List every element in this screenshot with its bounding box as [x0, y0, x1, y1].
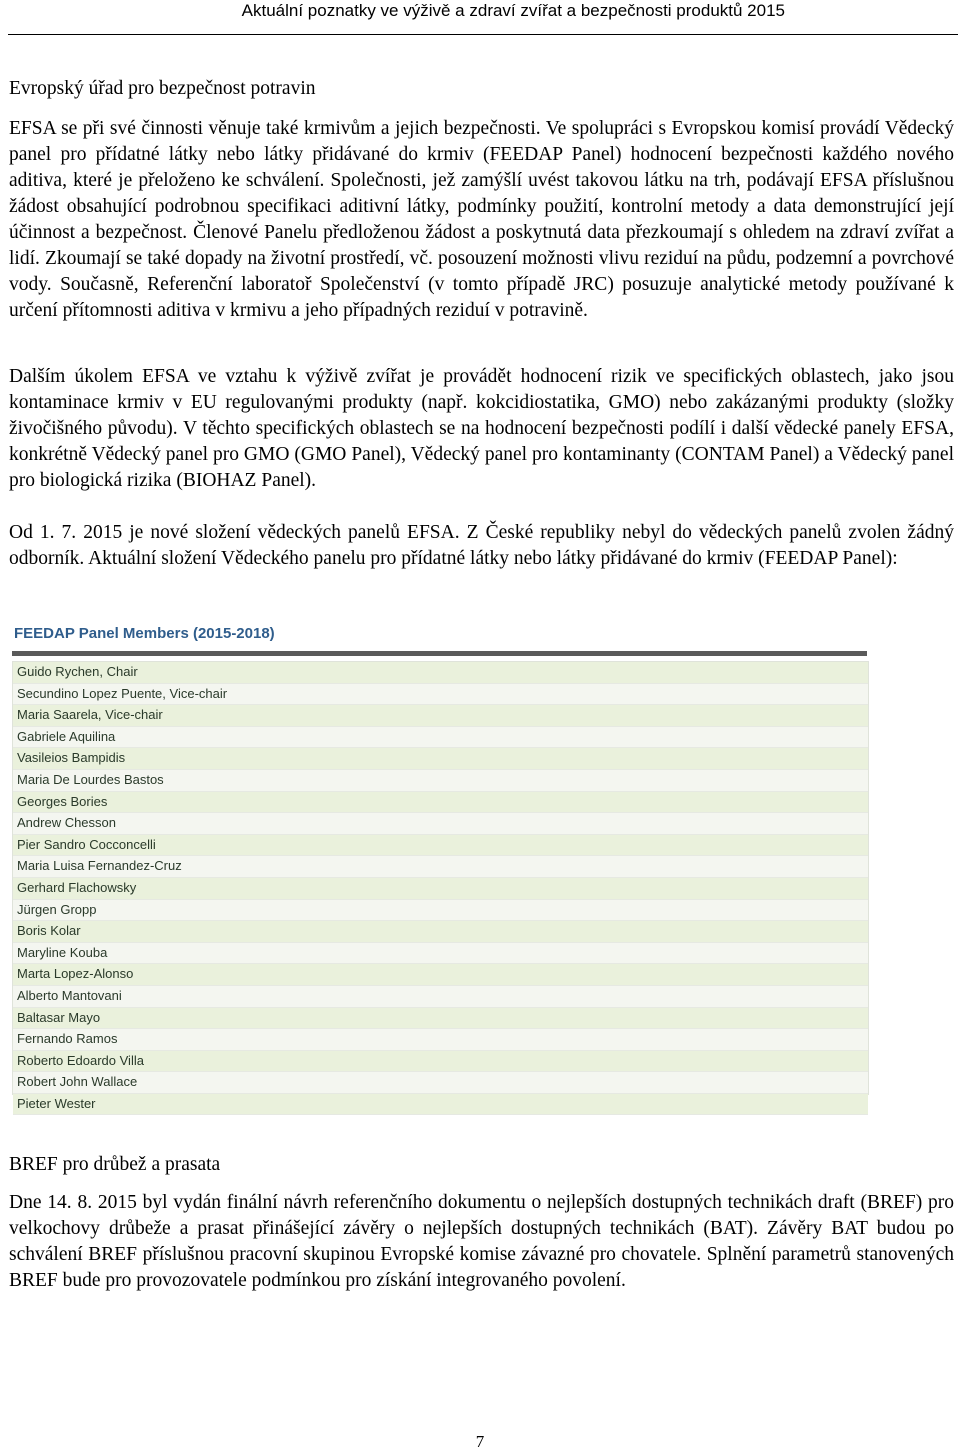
page-number: 7: [475, 1432, 485, 1451]
list-item: Andrew Chesson: [13, 813, 868, 835]
feedap-panel-members: [10, 625, 868, 1111]
list-item: Vasileios Bampidis: [13, 748, 868, 770]
panel-title: FEEDAP Panel Members (2015-2018): [14, 625, 275, 642]
list-item: Roberto Edoardo Villa: [13, 1051, 868, 1073]
list-item: Gabriele Aquilina: [13, 727, 868, 749]
list-item: Maryline Kouba: [13, 943, 868, 965]
list-item: Maria De Lourdes Bastos: [13, 770, 868, 792]
list-item: Pieter Wester: [13, 1094, 868, 1116]
header-divider: [8, 34, 958, 35]
paragraph-efsa-feedap: EFSA se při své činnosti věnuje také krmivům a jejich bezpečnosti. Ve spolupráci s Evropskou komisí provádí Vědecký panel pro přídatné látky nebo látky přidávané do krmiv (FEEDAP Panel) hodnocení bezpečnosti každého nového aditiva, které je přeloženo ke schválení. Společnosti, jež zamýšlí uvést takovou látku na trh, podávají EFSA příslušnou žádost obsahující podrobnou specifikaci aditivní látky, podmínky použití, kontrolní metody a data demonstrující její účinnost a bezpečnost. Členové Panelu předloženou žádost a poskytnutá data přezkoumají s ohledem na zdraví zvířat a lidí. Zkoumají se také dopady na životní prostředí, vč. posouzení možnosti vlivu reziduí na půdu, podzemní a povrchové vody. Současně, Referenční laboratoř Společenství (v tomto případě JRC) posuzuje analytické metody používané k určení přítomnosti aditiva v krmivu a jeho případných reziduí v potravině.: [9, 118, 954, 321]
header-title: Aktuální poznatky ve výživě a zdraví zvířat a bezpečnosti produktů 2015: [241, 1, 785, 20]
list-item: Jürgen Gropp: [13, 900, 868, 922]
paragraph-panel-composition: Od 1. 7. 2015 je nové složení vědeckých panelů EFSA. Z České republiky nebyl do vědeckých panelů zvolen žádný odborník. Aktuální složení Vědeckého panelu pro přídatné látky nebo látky přidávané do krmiv (FEEDAP Panel):: [9, 522, 954, 569]
list-item: Pier Sandro Cocconcelli: [13, 835, 868, 857]
paragraph-efsa-risk: Dalším úkolem EFSA ve vztahu k výživě zvířat je provádět hodnocení rizik ve specifických oblastech, jako jsou kontaminace krmiv v EU regulovanými produkty (např. kokcidiostatika, GMO) nebo zakázanými produkty (složky živočišného původu). V těchto specifických oblastech se na hodnocení bezpečnosti podílí i další vědecké panely EFSA, konkrétně Vědecký panel pro GMO (GMO Panel), Vědecký panel pro kontaminanty (CONTAM Panel) a Vědecký panel pro biologická rizika (BIOHAZ Panel).: [9, 366, 954, 491]
member-list: [12, 661, 869, 1111]
list-item: Baltasar Mayo: [13, 1008, 868, 1030]
list-item: Robert John Wallace: [13, 1072, 868, 1094]
list-item: Boris Kolar: [13, 921, 868, 943]
paragraph-bref: Dne 14. 8. 2015 byl vydán finální návrh referenčního dokumentu o nejlepších dostupných technikách draft (BREF) pro velkochovy drůbeže a prasat přinášející závěry o nejlepších dostupných technikách (BAT). Závěry BAT budou po schválení BREF příslušnou pracovní skupinou Evropské komise závazné pro chovatele. Splnění parametrů stanovených BREF bude pro provozovatele podmínkou pro získání integrovaného povolení.: [9, 1192, 954, 1291]
list-item: Gerhard Flachowsky: [13, 878, 868, 900]
panel-title-divider: [12, 651, 867, 656]
section-heading-bref: BREF pro drůbež a prasata: [9, 1154, 221, 1175]
list-item: Alberto Mantovani: [13, 986, 868, 1008]
list-item: Fernando Ramos: [13, 1029, 868, 1051]
list-item: Maria Saarela, Vice-chair: [13, 705, 868, 727]
list-item: Guido Rychen, Chair: [13, 662, 868, 684]
list-item: Maria Luisa Fernandez-Cruz: [13, 856, 868, 878]
page-header: [0, 0, 960, 34]
list-item: Secundino Lopez Puente, Vice-chair: [13, 684, 868, 706]
list-item: Georges Bories: [13, 792, 868, 814]
list-item: Marta Lopez-Alonso: [13, 964, 868, 986]
section-heading-efsa: Evropský úřad pro bezpečnost potravin: [9, 78, 316, 99]
